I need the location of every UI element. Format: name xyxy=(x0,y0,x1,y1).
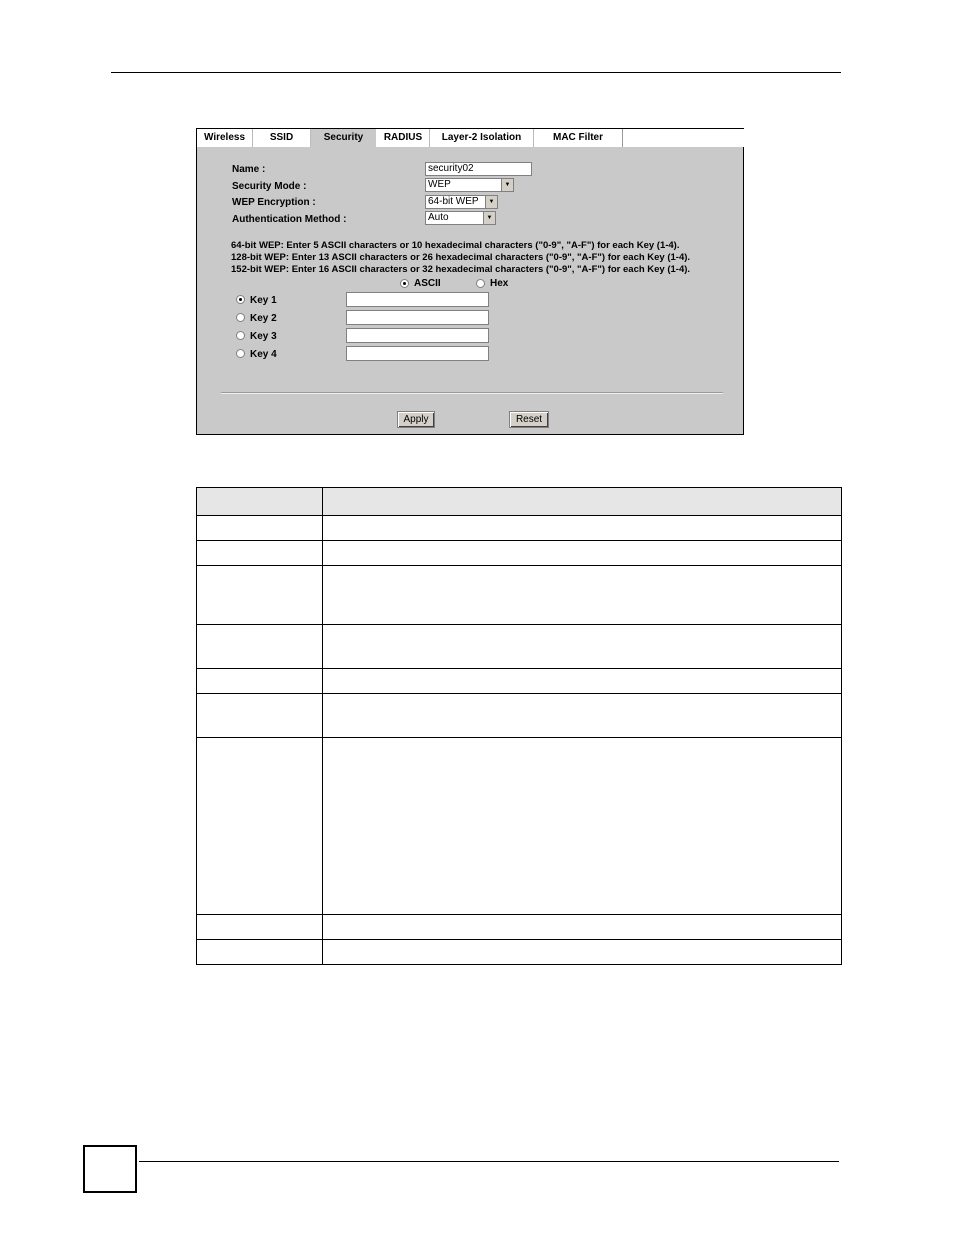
name-input[interactable]: security02 xyxy=(425,162,532,176)
wep-encryption-value: 64-bit WEP xyxy=(428,196,479,207)
table-cell xyxy=(323,940,842,965)
table-cell xyxy=(323,566,842,625)
table-row xyxy=(197,940,842,965)
table-row xyxy=(197,738,842,915)
wep-encryption-label: WEP Encryption : xyxy=(232,197,316,208)
key1-label: Key 1 xyxy=(250,295,277,306)
key3-radio[interactable] xyxy=(236,331,245,340)
note-152bit: 152-bit WEP: Enter 16 ASCII characters or 32 hexadecimal characters ("0-9", "A-F") for each Key (1-4). xyxy=(231,264,691,275)
field-description-table xyxy=(196,487,842,965)
auth-method-label: Authentication Method : xyxy=(232,214,347,225)
security-settings-panel xyxy=(196,128,744,435)
reset-button[interactable]: Reset xyxy=(509,411,549,428)
tab-security[interactable]: Security xyxy=(311,129,376,147)
table-row xyxy=(197,694,842,738)
chevron-down-icon[interactable]: ▼ xyxy=(485,196,497,208)
chevron-down-icon[interactable]: ▼ xyxy=(483,212,495,224)
table-cell xyxy=(197,625,323,669)
table-cell xyxy=(197,541,323,566)
hex-radio[interactable] xyxy=(476,279,485,288)
key1-radio[interactable] xyxy=(236,295,245,304)
key2-label: Key 2 xyxy=(250,313,277,324)
tab-wireless[interactable]: Wireless xyxy=(197,129,253,147)
table-cell xyxy=(323,541,842,566)
table-row xyxy=(197,915,842,940)
tab-layer2-isolation[interactable]: Layer-2 Isolation xyxy=(430,129,534,147)
key2-radio[interactable] xyxy=(236,313,245,322)
security-mode-label: Security Mode : xyxy=(232,181,307,192)
key4-radio[interactable] xyxy=(236,349,245,358)
key3-input[interactable] xyxy=(346,328,489,343)
table-cell xyxy=(323,669,842,694)
security-mode-select[interactable] xyxy=(425,178,514,192)
table-cell xyxy=(323,738,842,915)
table-row xyxy=(197,566,842,625)
table-row xyxy=(197,541,842,566)
auth-method-select[interactable] xyxy=(425,211,496,225)
table-cell xyxy=(197,940,323,965)
table-cell xyxy=(323,694,842,738)
footer-rule xyxy=(139,1161,839,1162)
hex-label: Hex xyxy=(490,278,509,289)
key4-input[interactable] xyxy=(346,346,489,361)
table-cell xyxy=(197,669,323,694)
table-cell xyxy=(197,566,323,625)
table-cell xyxy=(323,625,842,669)
table-header-cell xyxy=(323,488,842,516)
wep-encryption-select[interactable] xyxy=(425,195,498,209)
key3-label: Key 3 xyxy=(250,331,277,342)
security-mode-value: WEP xyxy=(428,179,451,190)
page-number-box xyxy=(83,1145,137,1193)
tab-bar xyxy=(197,129,743,147)
table-cell xyxy=(197,516,323,541)
table-row xyxy=(197,516,842,541)
divider xyxy=(221,392,723,394)
tab-ssid[interactable]: SSID xyxy=(253,129,311,147)
tab-mac-filter[interactable]: MAC Filter xyxy=(534,129,622,147)
table-header-cell xyxy=(197,488,323,516)
auth-method-value: Auto xyxy=(428,212,449,223)
key4-label: Key 4 xyxy=(250,349,277,360)
header-rule xyxy=(111,72,841,73)
tab-bar-filler xyxy=(622,129,744,147)
key1-input[interactable] xyxy=(346,292,489,307)
table-cell xyxy=(197,915,323,940)
chevron-down-icon[interactable]: ▼ xyxy=(501,179,513,191)
table-cell xyxy=(197,738,323,915)
table-cell xyxy=(197,694,323,738)
table-row xyxy=(197,625,842,669)
table-header-row xyxy=(197,488,842,516)
table-row xyxy=(197,669,842,694)
table-cell xyxy=(323,915,842,940)
table-cell xyxy=(323,516,842,541)
tab-radius[interactable]: RADIUS xyxy=(377,129,430,147)
apply-button[interactable]: Apply xyxy=(397,411,435,428)
note-128bit: 128-bit WEP: Enter 13 ASCII characters or 26 hexadecimal characters ("0-9", "A-F") for each Key (1-4). xyxy=(231,252,691,263)
name-label: Name : xyxy=(232,164,266,175)
key2-input[interactable] xyxy=(346,310,489,325)
ascii-label: ASCII xyxy=(414,278,441,289)
note-64bit: 64-bit WEP: Enter 5 ASCII characters or 10 hexadecimal characters ("0-9", "A-F") for each Key (1-4). xyxy=(231,240,680,251)
ascii-radio[interactable] xyxy=(400,279,409,288)
